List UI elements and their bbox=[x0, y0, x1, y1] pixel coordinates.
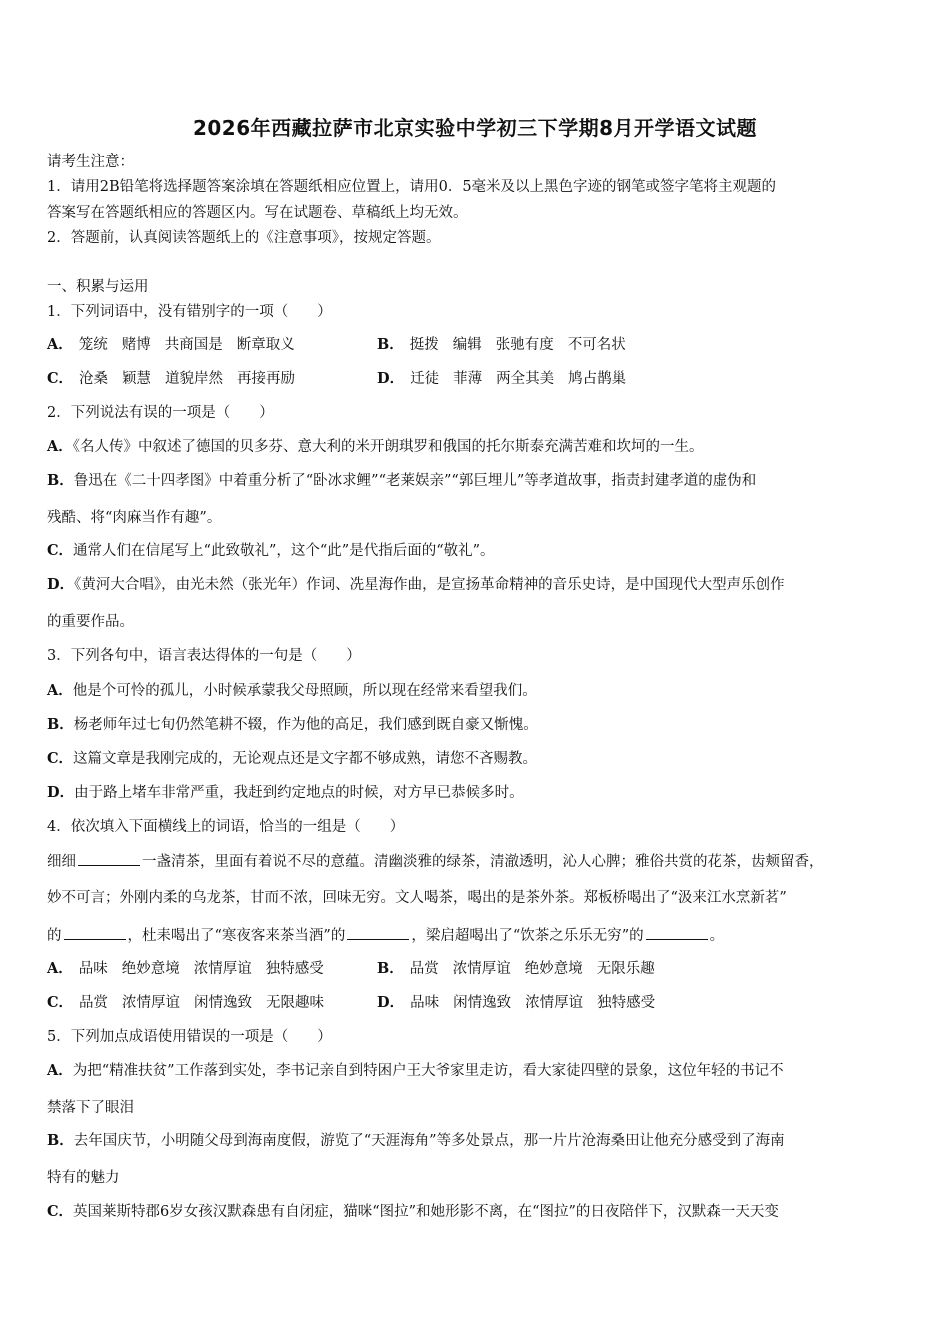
q5-option-a-line2: 禁落下了眼泪 bbox=[47, 1100, 134, 1116]
option-text: 《黄河大合唱》，由光未然（张光年）作词、冼星海作曲，是宣扬革命精神的音乐史诗，是中国现代大型声乐创作 bbox=[74, 577, 785, 593]
option-word: 无限趣味 bbox=[266, 995, 325, 1011]
q1-option-a bbox=[47, 335, 309, 355]
option-key: B． bbox=[47, 472, 74, 489]
option-key: C． bbox=[47, 542, 74, 559]
option-text: 这篇文章是我刚完成的，无论观点还是文字都不够成熟，请您不吝赐教。 bbox=[73, 751, 538, 767]
option-word: 再接再励 bbox=[237, 371, 296, 387]
option-word: 编辑 bbox=[452, 337, 482, 353]
q3-option-b bbox=[47, 715, 538, 735]
option-text: 他是个可怜的孤儿，小时候承蒙我父母照顾，所以现在经常来看望我们。 bbox=[72, 683, 537, 699]
option-key: B． bbox=[47, 716, 74, 733]
option-word: 不可名状 bbox=[567, 337, 626, 353]
option-word: 无限乐趣 bbox=[596, 961, 655, 977]
option-word: 品味 bbox=[78, 961, 108, 977]
option-key: D． bbox=[47, 576, 75, 593]
q2-option-d-line2: 的重要作品。 bbox=[47, 614, 134, 630]
option-word: 两全其美 bbox=[496, 371, 555, 387]
notice-line-1: 1．请用2B铅笔将选择题答案涂填在答题纸相应位置上，请用0．5毫米及以上黑色字迹的钢笔或签字笔将主观题的 bbox=[47, 179, 777, 195]
option-key: D． bbox=[47, 784, 75, 801]
option-word: 绝妙意境 bbox=[524, 961, 583, 977]
notice-heading: 请考生注意： bbox=[47, 154, 134, 170]
option-key: B． bbox=[377, 336, 404, 353]
q3-option-c bbox=[47, 749, 537, 769]
fill-blank-2 bbox=[64, 925, 126, 940]
q1-stem: 1．下列词语中，没有错别字的一项（ ） bbox=[47, 304, 332, 320]
q5-option-c-line1 bbox=[47, 1202, 779, 1222]
option-word: 沧桑 bbox=[79, 371, 109, 387]
section-heading: 一、积累与运用 bbox=[47, 279, 149, 295]
q5-option-a-line1 bbox=[47, 1061, 784, 1081]
q2-option-c bbox=[47, 541, 495, 561]
option-word: 绝妙意境 bbox=[121, 961, 180, 977]
option-key: C． bbox=[47, 370, 74, 387]
option-word: 道貌岸然 bbox=[165, 371, 224, 387]
q2-option-b-line2: 残酷、将“肉麻当作有趣”。 bbox=[47, 510, 222, 526]
option-word: 独特感受 bbox=[265, 961, 324, 977]
q2-option-d-line1 bbox=[47, 575, 785, 595]
q5-stem: 5．下列加点成语使用错误的一项是（ ） bbox=[47, 1029, 332, 1045]
q4-passage-line3 bbox=[47, 925, 724, 946]
option-word: 迁徒 bbox=[410, 371, 440, 387]
option-text: 去年国庆节，小明随父母到海南度假，游览了“天涯海角”等多处景点，那一片片沧海桑田让他充分感受到了海南 bbox=[73, 1133, 785, 1149]
option-text: 鲁迅在《二十四孝图》中着重分析了“卧冰求鲤”“老莱娱亲”“郭巨埋儿”等孝道故事，指责封建孝道的虚伪和 bbox=[73, 473, 757, 489]
option-word: 断章取义 bbox=[236, 337, 295, 353]
option-key: A． bbox=[47, 682, 73, 699]
option-text: 通常人们在信尾写上“此致敬礼”，这个“此”是代指后面的“敬礼”。 bbox=[73, 543, 495, 559]
passage-text: 细细 bbox=[47, 854, 76, 870]
q5-option-b-line1 bbox=[47, 1131, 785, 1151]
notice-line-2: 答案写在答题纸相应的答题区内。写在试题卷、草稿纸上均无效。 bbox=[47, 205, 468, 221]
q3-stem: 3．下列各句中，语言表达得体的一句是（ ） bbox=[47, 648, 361, 664]
passage-text: 。 bbox=[709, 928, 725, 944]
option-word: 笼统 bbox=[78, 337, 108, 353]
fill-blank-1 bbox=[78, 851, 140, 866]
option-key: C． bbox=[47, 750, 74, 767]
option-key: A． bbox=[47, 438, 73, 455]
option-key: B． bbox=[377, 960, 404, 977]
option-word: 浓情厚谊 bbox=[193, 961, 252, 977]
option-word: 菲薄 bbox=[453, 371, 483, 387]
passage-text: 一盏清茶，里面有着说不尽的意蕴。清幽淡雅的绿茶，清澈透明，沁人心脾；雅俗共赏的花茶，齿颊留香， bbox=[142, 854, 824, 870]
option-text: 《名人传》中叙述了德国的贝多芬、意大利的米开朗琪罗和俄国的托尔斯泰充满苦难和坎坷的一生。 bbox=[72, 439, 704, 455]
option-key: D． bbox=[377, 370, 405, 387]
passage-text: ，梁启超喝出了“饮茶之乐乐无穷”的 bbox=[411, 928, 644, 944]
q2-stem: 2．下列说法有误的一项是（ ） bbox=[47, 405, 274, 421]
option-word: 品赏 bbox=[409, 961, 439, 977]
passage-text: ，杜耒喝出了“寒夜客来茶当酒”的 bbox=[127, 928, 346, 944]
option-word: 闲情逸致 bbox=[194, 995, 253, 1011]
option-word: 品味 bbox=[410, 995, 440, 1011]
q4-option-c bbox=[47, 993, 338, 1013]
option-word: 张驰有度 bbox=[495, 337, 554, 353]
option-word: 浓情厚谊 bbox=[122, 995, 181, 1011]
q2-option-b-line1 bbox=[47, 471, 756, 491]
notice-line-3: 2．答题前，认真阅读答题纸上的《注意事项》，按规定答题。 bbox=[47, 230, 441, 246]
option-word: 浓情厚谊 bbox=[525, 995, 584, 1011]
option-key: B． bbox=[47, 1132, 74, 1149]
option-word: 鸠占鹊巢 bbox=[568, 371, 627, 387]
option-text: 由于路上堵车非常严重，我赶到约定地点的时候，对方早已恭候多时。 bbox=[74, 785, 524, 801]
option-text: 英国莱斯特郡6岁女孩汉默森患有自闭症，猫咪“图拉”和她形影不离，在“图拉”的日夜陪伴下，汉默森一天天变 bbox=[73, 1204, 779, 1220]
fill-blank-3 bbox=[347, 925, 409, 940]
q4-stem: 4．依次填入下面横线上的词语，恰当的一组是（ ） bbox=[47, 819, 405, 835]
option-word: 赌博 bbox=[121, 337, 151, 353]
option-word: 挺拨 bbox=[409, 337, 439, 353]
fill-blank-4 bbox=[646, 925, 708, 940]
option-key: D． bbox=[377, 994, 405, 1011]
option-word: 共商国是 bbox=[164, 337, 223, 353]
q4-option-b bbox=[377, 959, 669, 979]
q4-option-d bbox=[377, 993, 669, 1013]
option-word: 浓情厚谊 bbox=[452, 961, 511, 977]
option-word: 独特感受 bbox=[597, 995, 656, 1011]
q2-option-a bbox=[47, 437, 704, 457]
option-text: 杨老师年过七旬仍然笔耕不辍，作为他的高足，我们感到既自豪又惭愧。 bbox=[73, 717, 538, 733]
option-text: 为把“精准扶贫”工作落到实处，李书记亲自到特困户王大爷家里走访，看大家徒四壁的景象，这位年轻的书记不 bbox=[72, 1063, 784, 1079]
option-key: C． bbox=[47, 994, 74, 1011]
option-key: A． bbox=[47, 336, 73, 353]
q1-option-c bbox=[47, 369, 309, 389]
q1-option-b bbox=[377, 335, 640, 355]
passage-text: 的 bbox=[47, 928, 62, 944]
q5-option-b-line2: 特有的魅力 bbox=[47, 1170, 120, 1186]
option-word: 品赏 bbox=[79, 995, 109, 1011]
option-word: 闲情逸致 bbox=[453, 995, 512, 1011]
q4-passage-line1 bbox=[47, 851, 824, 872]
option-key: C． bbox=[47, 1203, 74, 1220]
q4-option-a bbox=[47, 959, 338, 979]
q1-option-d bbox=[377, 369, 640, 389]
q3-option-d bbox=[47, 783, 524, 803]
option-key: A． bbox=[47, 960, 73, 977]
page-title: 2026年西藏拉萨市北京实验中学初三下学期8月开学语文试题 bbox=[192, 116, 758, 140]
option-word: 颖慧 bbox=[122, 371, 152, 387]
option-key: A． bbox=[47, 1062, 73, 1079]
q3-option-a bbox=[47, 681, 537, 701]
q4-passage-line2: 妙不可言；外刚内柔的乌龙茶，甘而不浓，回味无穷。文人喝茶，喝出的是茶外茶。郑板桥喝出了“汲来江水烹新茗” bbox=[47, 890, 787, 906]
